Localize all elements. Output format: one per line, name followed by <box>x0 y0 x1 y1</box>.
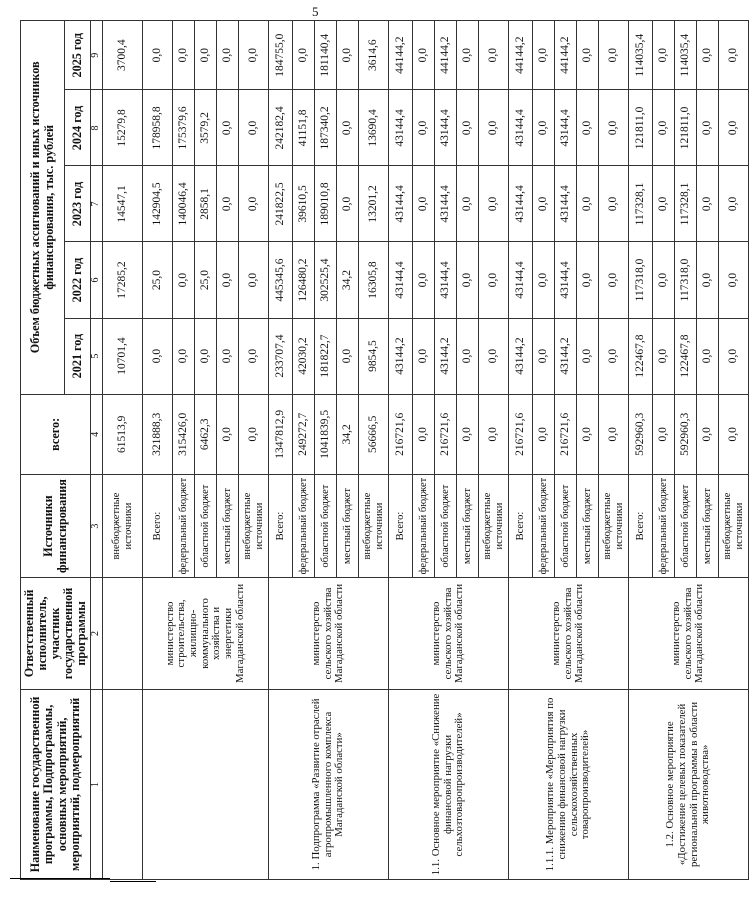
budget-table <box>20 20 749 880</box>
year-value-cell: 0,0 <box>599 166 629 242</box>
header-source: Источники финансирования <box>21 475 91 578</box>
header-year: 2021 год <box>65 318 91 394</box>
year-value-cell: 126480,2 <box>293 242 315 318</box>
year-value-cell: 117328,1 <box>675 166 697 242</box>
year-value-cell: 0,0 <box>195 318 217 394</box>
source-cell: областной бюджет <box>195 475 217 578</box>
year-value-cell: 0,0 <box>719 242 749 318</box>
year-value-cell: 0,0 <box>599 242 629 318</box>
year-value-cell: 43144,4 <box>389 166 413 242</box>
total-value-cell: 249272,7 <box>293 394 315 475</box>
total-value-cell: 315426,0 <box>173 394 195 475</box>
year-value-cell: 0,0 <box>293 21 315 90</box>
year-value-cell: 43144,4 <box>389 90 413 166</box>
year-value-cell: 0,0 <box>457 318 479 394</box>
total-value-cell: 34,2 <box>337 394 359 475</box>
header-total: всего: <box>21 394 91 475</box>
table-row <box>629 21 653 880</box>
year-value-cell: 0,0 <box>337 90 359 166</box>
year-value-cell: 0,0 <box>337 318 359 394</box>
year-value-cell: 0,0 <box>173 318 195 394</box>
source-cell: внебюджетные источники <box>103 475 143 578</box>
divider-line <box>10 878 110 879</box>
year-value-cell: 184755,0 <box>269 21 293 90</box>
year-value-cell: 0,0 <box>719 90 749 166</box>
year-value-cell: 0,0 <box>217 242 239 318</box>
year-value-cell: 0,0 <box>413 21 435 90</box>
year-value-cell: 0,0 <box>479 90 509 166</box>
year-value-cell: 0,0 <box>533 318 555 394</box>
program-name-cell: 1.1. Основное мероприятие «Снижение финансовой нагрузки сельхозтоваропроизводителей» <box>389 689 509 879</box>
year-value-cell: 302525,4 <box>315 242 337 318</box>
year-value-cell: 16305,8 <box>359 242 389 318</box>
column-index: 6 <box>91 242 103 318</box>
year-value-cell: 25,0 <box>143 242 173 318</box>
source-cell: областной бюджет <box>555 475 577 578</box>
year-value-cell: 121811,0 <box>629 90 653 166</box>
year-value-cell: 0,0 <box>143 21 173 90</box>
source-cell: федеральный бюджет <box>413 475 435 578</box>
year-value-cell: 43144,4 <box>389 242 413 318</box>
year-value-cell: 0,0 <box>195 21 217 90</box>
year-value-cell: 43144,4 <box>435 242 457 318</box>
year-value-cell: 0,0 <box>173 242 195 318</box>
year-value-cell: 0,0 <box>697 242 719 318</box>
year-value-cell: 0,0 <box>577 90 599 166</box>
source-cell: внебюджетные источники <box>479 475 509 578</box>
column-index: 1 <box>91 689 103 879</box>
year-value-cell: 0,0 <box>577 318 599 394</box>
year-value-cell: 117318,0 <box>629 242 653 318</box>
year-value-cell: 3614,6 <box>359 21 389 90</box>
year-value-cell: 41151,8 <box>293 90 315 166</box>
column-index: 5 <box>91 318 103 394</box>
year-value-cell: 0,0 <box>239 21 269 90</box>
page-number: 5 <box>312 4 319 19</box>
year-value-cell: 0,0 <box>413 90 435 166</box>
year-value-cell: 0,0 <box>413 166 435 242</box>
year-value-cell: 0,0 <box>599 318 629 394</box>
year-value-cell: 3700,4 <box>103 21 143 90</box>
year-value-cell: 15279,8 <box>103 90 143 166</box>
year-value-cell: 0,0 <box>719 166 749 242</box>
total-value-cell: 0,0 <box>479 394 509 475</box>
year-value-cell: 43144,4 <box>555 166 577 242</box>
total-value-cell: 216721,6 <box>509 394 533 475</box>
program-name-cell: 1.2. Основное мероприятие «Достижение целевых показателей региональной программы в области животноводства» <box>629 689 749 879</box>
header-funding: Объем бюджетных ассигнований и иных источников финансирования, тыс. рублей <box>21 21 65 395</box>
year-value-cell: 117318,0 <box>675 242 697 318</box>
year-value-cell: 0,0 <box>719 21 749 90</box>
source-cell: областной бюджет <box>315 475 337 578</box>
year-value-cell: 43144,4 <box>509 166 533 242</box>
program-name-cell <box>103 689 143 879</box>
year-value-cell: 44144,2 <box>509 21 533 90</box>
year-value-cell: 3579,2 <box>195 90 217 166</box>
header-name: Наименование государственной программы, Подпрограммы, основных мероприятий, мероприятий, подмероприятий <box>21 689 91 879</box>
year-value-cell: 43144,4 <box>435 90 457 166</box>
year-value-cell: 0,0 <box>457 242 479 318</box>
year-value-cell: 0,0 <box>217 21 239 90</box>
year-value-cell: 0,0 <box>697 21 719 90</box>
executor-cell: министерство сельского хозяйства Магаданской области <box>629 578 749 690</box>
year-value-cell: 122467,8 <box>629 318 653 394</box>
total-value-cell: 1347812,9 <box>269 394 293 475</box>
executor-cell <box>103 578 143 690</box>
year-value-cell: 0,0 <box>479 21 509 90</box>
total-value-cell: 0,0 <box>217 394 239 475</box>
year-value-cell: 0,0 <box>719 318 749 394</box>
year-value-cell: 44144,2 <box>389 21 413 90</box>
year-value-cell: 0,0 <box>599 21 629 90</box>
source-cell: Всего: <box>269 475 293 578</box>
year-value-cell: 34,2 <box>337 242 359 318</box>
year-value-cell: 0,0 <box>697 166 719 242</box>
year-value-cell: 43144,2 <box>435 318 457 394</box>
year-value-cell: 187340,2 <box>315 90 337 166</box>
year-value-cell: 121811,0 <box>675 90 697 166</box>
year-value-cell: 0,0 <box>479 242 509 318</box>
year-value-cell: 0,0 <box>457 90 479 166</box>
total-value-cell: 0,0 <box>577 394 599 475</box>
year-value-cell: 0,0 <box>413 242 435 318</box>
source-cell: Всего: <box>509 475 533 578</box>
budget-table-rotated <box>20 20 745 880</box>
year-value-cell: 0,0 <box>337 21 359 90</box>
year-value-cell: 142904,5 <box>143 166 173 242</box>
year-value-cell: 39610,5 <box>293 166 315 242</box>
source-cell: местный бюджет <box>697 475 719 578</box>
year-value-cell: 114035,4 <box>675 21 697 90</box>
year-value-cell: 0,0 <box>653 318 675 394</box>
year-value-cell: 0,0 <box>479 166 509 242</box>
year-value-cell: 175379,6 <box>173 90 195 166</box>
year-value-cell: 0,0 <box>653 166 675 242</box>
table-row <box>389 21 413 880</box>
divider-line <box>110 881 156 882</box>
year-value-cell: 13201,2 <box>359 166 389 242</box>
year-value-cell: 9854,5 <box>359 318 389 394</box>
year-value-cell: 0,0 <box>653 90 675 166</box>
year-value-cell: 0,0 <box>239 318 269 394</box>
year-value-cell: 0,0 <box>217 318 239 394</box>
year-value-cell: 0,0 <box>697 90 719 166</box>
year-value-cell: 242182,4 <box>269 90 293 166</box>
year-value-cell: 0,0 <box>599 90 629 166</box>
source-cell: федеральный бюджет <box>173 475 195 578</box>
total-value-cell: 56666,5 <box>359 394 389 475</box>
year-value-cell: 189010,8 <box>315 166 337 242</box>
total-value-cell: 0,0 <box>533 394 555 475</box>
year-value-cell: 43144,4 <box>509 242 533 318</box>
source-cell: Всего: <box>629 475 653 578</box>
year-value-cell: 17285,2 <box>103 242 143 318</box>
year-value-cell: 0,0 <box>533 21 555 90</box>
source-cell: внебюджетные источники <box>719 475 749 578</box>
executor-cell: министерство сельского хозяйства Магаданской области <box>269 578 389 690</box>
source-cell: федеральный бюджет <box>533 475 555 578</box>
year-value-cell: 2858,1 <box>195 166 217 242</box>
source-cell: федеральный бюджет <box>653 475 675 578</box>
table-body <box>103 21 749 880</box>
total-value-cell: 0,0 <box>457 394 479 475</box>
year-value-cell: 0,0 <box>577 242 599 318</box>
year-value-cell: 0,0 <box>239 90 269 166</box>
executor-cell: министерство сельского хозяйства Магаданской области <box>509 578 629 690</box>
year-value-cell: 13690,4 <box>359 90 389 166</box>
year-value-cell: 0,0 <box>217 166 239 242</box>
total-value-cell: 0,0 <box>413 394 435 475</box>
year-value-cell: 117328,1 <box>629 166 653 242</box>
source-cell: местный бюджет <box>217 475 239 578</box>
year-value-cell: 0,0 <box>239 166 269 242</box>
year-value-cell: 43144,2 <box>389 318 413 394</box>
total-value-cell: 0,0 <box>697 394 719 475</box>
year-value-cell: 43144,2 <box>509 318 533 394</box>
year-value-cell: 0,0 <box>457 166 479 242</box>
year-value-cell: 43144,4 <box>435 166 457 242</box>
column-index: 8 <box>91 90 103 166</box>
source-cell: областной бюджет <box>675 475 697 578</box>
year-value-cell: 0,0 <box>479 318 509 394</box>
source-cell: внебюджетные источники <box>599 475 629 578</box>
total-value-cell: 216721,6 <box>435 394 457 475</box>
source-cell: внебюджетные источники <box>359 475 389 578</box>
year-value-cell: 181140,4 <box>315 21 337 90</box>
year-value-cell: 42030,2 <box>293 318 315 394</box>
column-index: 4 <box>91 394 103 475</box>
year-value-cell: 43144,4 <box>555 90 577 166</box>
total-value-cell: 61513,9 <box>103 394 143 475</box>
year-value-cell: 0,0 <box>653 21 675 90</box>
year-value-cell: 44144,2 <box>555 21 577 90</box>
program-name-cell: 1. Подпрограмма «Развитие отраслей агропромышленного комплекса Магаданской области» <box>269 689 389 879</box>
executor-cell: министерство строительства, жилищно-коммунального хозяйства и энергетики Магаданской области <box>143 578 269 690</box>
total-value-cell: 0,0 <box>599 394 629 475</box>
year-value-cell: 122467,8 <box>675 318 697 394</box>
year-value-cell: 0,0 <box>697 318 719 394</box>
header-year: 2023 год <box>65 166 91 242</box>
source-cell: федеральный бюджет <box>293 475 315 578</box>
year-value-cell: 0,0 <box>533 242 555 318</box>
total-value-cell: 216721,6 <box>555 394 577 475</box>
year-value-cell: 0,0 <box>653 242 675 318</box>
source-cell: внебюджетные источники <box>239 475 269 578</box>
year-value-cell: 0,0 <box>457 21 479 90</box>
total-value-cell: 321888,3 <box>143 394 173 475</box>
year-value-cell: 0,0 <box>217 90 239 166</box>
year-value-cell: 178958,8 <box>143 90 173 166</box>
total-value-cell: 0,0 <box>719 394 749 475</box>
year-value-cell: 43144,4 <box>555 242 577 318</box>
source-cell: Всего: <box>143 475 173 578</box>
year-value-cell: 14547,1 <box>103 166 143 242</box>
year-value-cell: 0,0 <box>239 242 269 318</box>
year-value-cell: 445345,6 <box>269 242 293 318</box>
year-value-cell: 233707,4 <box>269 318 293 394</box>
column-index: 3 <box>91 475 103 578</box>
total-value-cell: 0,0 <box>653 394 675 475</box>
year-value-cell: 0,0 <box>173 21 195 90</box>
year-value-cell: 0,0 <box>413 318 435 394</box>
year-value-cell: 181822,7 <box>315 318 337 394</box>
year-value-cell: 0,0 <box>143 318 173 394</box>
year-value-cell: 43144,2 <box>555 318 577 394</box>
year-value-cell: 241822,5 <box>269 166 293 242</box>
year-value-cell: 0,0 <box>533 90 555 166</box>
column-index: 9 <box>91 21 103 90</box>
year-value-cell: 0,0 <box>577 166 599 242</box>
table-row <box>509 21 533 880</box>
year-value-cell: 0,0 <box>577 21 599 90</box>
executor-cell: министерство сельского хозяйства Магаданской области <box>389 578 509 690</box>
year-value-cell: 44144,2 <box>435 21 457 90</box>
year-value-cell: 140046,4 <box>173 166 195 242</box>
table-row <box>103 21 143 880</box>
year-value-cell: 0,0 <box>337 166 359 242</box>
year-value-cell: 25,0 <box>195 242 217 318</box>
header-executor: Ответственный исполнитель, участник государственной программы <box>21 578 91 690</box>
source-cell: Всего: <box>389 475 413 578</box>
source-cell: местный бюджет <box>337 475 359 578</box>
program-name-cell <box>143 689 269 879</box>
total-value-cell: 592960,3 <box>675 394 697 475</box>
source-cell: местный бюджет <box>577 475 599 578</box>
total-value-cell: 216721,6 <box>389 394 413 475</box>
table-row <box>269 21 293 880</box>
year-value-cell: 10701,4 <box>103 318 143 394</box>
source-cell: областной бюджет <box>435 475 457 578</box>
total-value-cell: 0,0 <box>239 394 269 475</box>
header-year: 2022 год <box>65 242 91 318</box>
total-value-cell: 592960,3 <box>629 394 653 475</box>
header-year: 2024 год <box>65 90 91 166</box>
source-cell: местный бюджет <box>457 475 479 578</box>
total-value-cell: 1041839,5 <box>315 394 337 475</box>
header-year: 2025 год <box>65 21 91 90</box>
year-value-cell: 114035,4 <box>629 21 653 90</box>
program-name-cell: 1.1.1. Мероприятие «Мероприятия по снижению финансовой нагрузки сельскохозяйственных товаропроизводителей» <box>509 689 629 879</box>
year-value-cell: 0,0 <box>533 166 555 242</box>
year-value-cell: 43144,4 <box>509 90 533 166</box>
total-value-cell: 6462,3 <box>195 394 217 475</box>
column-index: 7 <box>91 166 103 242</box>
column-index: 2 <box>91 578 103 690</box>
table-row <box>143 21 173 880</box>
